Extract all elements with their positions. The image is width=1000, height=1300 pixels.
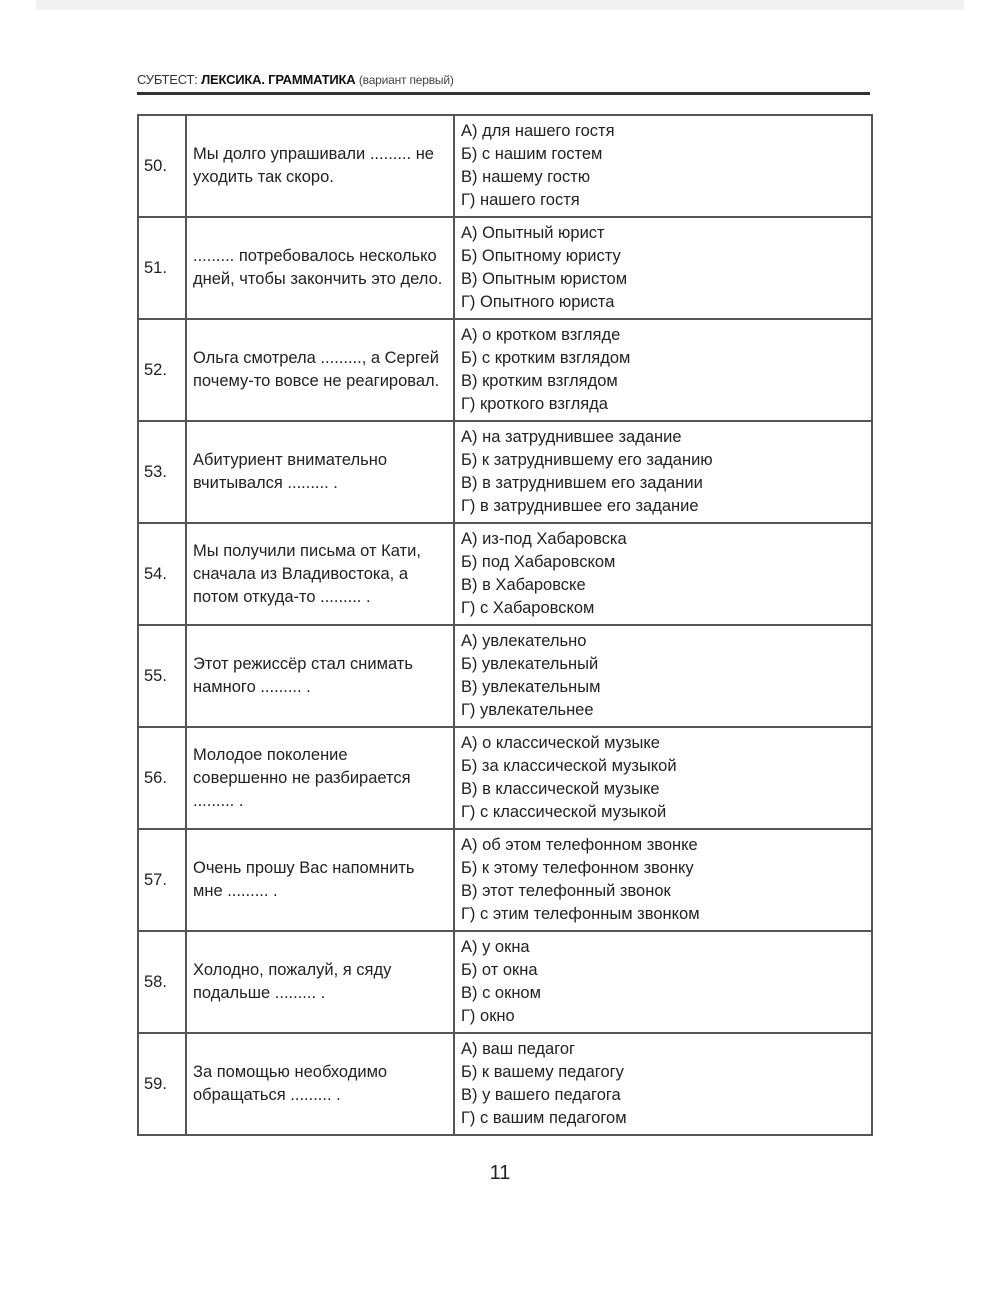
item-question: Молодое поколение совершенно не разбирается ......... . [186,727,454,829]
test-item-row [138,829,872,931]
option-b: Б) к вашему педагогу [461,1063,624,1081]
option-b: Б) от окна [461,961,538,979]
option-b: Б) за классической музыкой [461,757,677,775]
test-item-row [138,931,872,1033]
option-g: Г) с Хабаровском [461,599,595,617]
option-v: В) в затруднившем его задании [461,474,703,492]
option-a: А) об этом телефонном звонке [461,836,698,854]
subtest-title: ЛЕКСИКА. ГРАММАТИКА [201,72,356,87]
option-b: Б) с кротким взглядом [461,349,631,367]
option-v: В) с окном [461,984,541,1002]
test-items-table [137,114,873,1136]
item-question: Мы получили письма от Кати, сначала из Владивостока, а потом откуда-то ......... . [186,523,454,625]
item-number: 57. [138,829,186,931]
test-item-row [138,217,872,319]
item-options [454,931,872,1033]
item-question: Мы долго упрашивали ......... не уходить так скоро. [186,115,454,217]
variant-note: (вариант первый) [358,73,454,87]
option-a: А) для нашего гостя [461,122,615,140]
test-item-row [138,625,872,727]
option-v: В) нашему гостю [461,168,591,186]
item-number: 54. [138,523,186,625]
option-g: Г) кроткого взгляда [461,395,608,413]
item-options [454,625,872,727]
option-b: Б) с нашим гостем [461,145,603,163]
option-v: В) кротким взглядом [461,372,618,390]
option-g: Г) Опытного юриста [461,293,615,311]
item-question: Очень прошу Вас напомнить мне ......... . [186,829,454,931]
item-question: Этот режиссёр стал снимать намного ......... . [186,625,454,727]
option-a: А) о кротком взгляде [461,326,621,344]
item-options [454,829,872,931]
item-number: 59. [138,1033,186,1135]
item-options [454,421,872,523]
option-g: Г) увлекательнее [461,701,594,719]
item-number: 56. [138,727,186,829]
item-question: Абитуриент внимательно вчитывался ......... . [186,421,454,523]
option-a: А) на затруднившее задание [461,428,682,446]
option-v: В) Опытным юристом [461,270,628,288]
subtest-label: СУБТЕСТ: [137,72,198,87]
test-item-row [138,523,872,625]
item-number: 50. [138,115,186,217]
item-number: 58. [138,931,186,1033]
option-b: Б) к затруднившему его заданию [461,451,713,469]
option-a: А) о классической музыке [461,734,660,752]
test-item-row [138,727,872,829]
header-rule [137,92,870,95]
option-a: А) увлекательно [461,632,587,650]
test-item-row [138,319,872,421]
test-item-row [138,115,872,217]
option-v: В) в Хабаровске [461,576,586,594]
item-question: За помощью необходимо обращаться ......... . [186,1033,454,1135]
item-options [454,319,872,421]
item-number: 53. [138,421,186,523]
option-v: В) этот телефонный звонок [461,882,671,900]
item-question: Холодно, пожалуй, я сяду подальше ......... . [186,931,454,1033]
option-v: В) увлекательным [461,678,601,696]
option-g: Г) с вашим педагогом [461,1109,627,1127]
option-g: Г) с классической музыкой [461,803,667,821]
item-options [454,115,872,217]
option-a: А) из-под Хабаровска [461,530,627,548]
page-number: 11 [489,1162,511,1184]
option-b: Б) к этому телефонном звонку [461,859,694,877]
option-g: Г) нашего гостя [461,191,580,209]
option-a: А) у окна [461,938,530,956]
item-options [454,727,872,829]
option-b: Б) под Хабаровском [461,553,616,571]
item-number: 51. [138,217,186,319]
option-g: Г) окно [461,1007,515,1025]
item-question: Ольга смотрела ........., а Сергей почему-то вовсе не реагировал. [186,319,454,421]
option-v: В) у вашего педагога [461,1086,621,1104]
test-item-row [138,1033,872,1135]
top-strip [36,0,964,10]
option-b: Б) Опытному юристу [461,247,621,265]
test-item-row [138,421,872,523]
option-g: Г) в затруднившее его задание [461,497,699,515]
item-question: ......... потребовалось несколько дней, чтобы закончить это дело. [186,217,454,319]
option-a: А) ваш педагог [461,1040,576,1058]
item-number: 55. [138,625,186,727]
option-a: А) Опытный юрист [461,224,605,242]
option-g: Г) с этим телефонным звонком [461,905,700,923]
item-options [454,523,872,625]
item-options [454,217,872,319]
item-number: 52. [138,319,186,421]
option-v: В) в классической музыке [461,780,660,798]
item-options [454,1033,872,1135]
option-b: Б) увлекательный [461,655,599,673]
running-head [137,72,870,94]
